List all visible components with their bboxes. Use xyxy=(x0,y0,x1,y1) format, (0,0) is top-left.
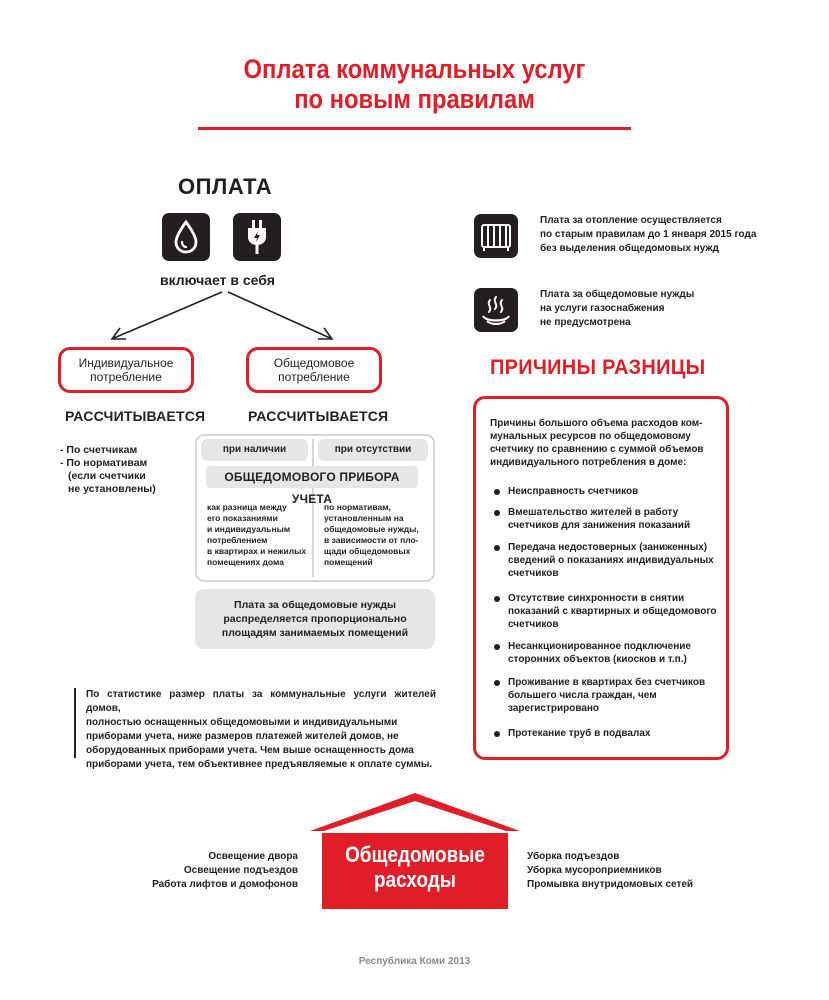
reason-line: сведений о показаниях индивидуальных xyxy=(508,555,714,566)
common-label-line-2: потребление xyxy=(278,370,350,384)
reason-line: счетчиков xyxy=(508,568,559,579)
gas-note-line: на услуги газоснабжения xyxy=(540,303,665,314)
with-desc-line: его показаниями xyxy=(207,513,278,523)
reason-line: Проживание в квартирах без счетчиков xyxy=(508,677,706,688)
individual-label-line-2: потребление xyxy=(90,370,162,384)
statistics-line: оборудованных приборами учета. Чем выше оснащенность дома xyxy=(86,745,414,756)
reasons-intro-line: счетчику по сравнению с суммой объемов xyxy=(490,444,704,455)
page-title-line-2: по новым правилам xyxy=(294,84,535,114)
reason-item xyxy=(494,541,719,580)
gas-note xyxy=(540,288,694,330)
reason-line: Неисправность счетчиков xyxy=(508,486,639,497)
reason-line: большего числа граждан, чем xyxy=(508,690,657,701)
without-desc-line: общедомовые нужды, xyxy=(324,524,419,534)
house-left-items xyxy=(110,850,298,892)
power-plug-icon xyxy=(233,213,281,261)
reason-item xyxy=(494,506,719,532)
statistics-line: По статистике размер платы за коммунальные услуги жителей домов, xyxy=(86,689,436,714)
with-desc-line: в квартирах и нежилых xyxy=(207,546,307,556)
title-underline xyxy=(198,127,631,130)
reasons-intro-line: мунальных ресурсов по общедомовому xyxy=(490,431,691,442)
house-right-item: Уборка подъездов xyxy=(527,851,620,862)
heating-note-line: по старым правилам до 1 января 2015 года xyxy=(540,229,757,240)
individual-methods xyxy=(60,444,156,496)
reason-line: Протекание труб в подвалах xyxy=(508,728,651,739)
without-desc-line: помещений xyxy=(324,557,373,567)
radiator-icon xyxy=(474,214,518,258)
heating-note xyxy=(540,214,756,256)
reason-item xyxy=(494,727,719,740)
with-desc-line: и индивидуальным xyxy=(207,524,291,534)
gas-note-line: не предусмотрена xyxy=(540,317,631,328)
statistics-line: приборами учета, тем объективнее предъявляемые к оплате суммы. xyxy=(86,759,433,770)
footer-credit: Республика Коми 2013 xyxy=(358,956,471,967)
house-right-items xyxy=(527,850,693,892)
without-desc-line: щади общедомовых xyxy=(324,546,411,556)
individual-method-norms: - По нормативам xyxy=(60,457,148,469)
individual-calc-label: РАССЧИТЫВАЕТСЯ xyxy=(65,408,206,424)
with-desc-line: помещениях дома xyxy=(207,557,284,567)
reasons-heading: ПРИЧИНЫ РАЗНИЦЫ xyxy=(490,356,706,379)
includes-label: включает в себя xyxy=(160,272,275,288)
split-arrows xyxy=(100,288,350,348)
reason-item xyxy=(494,676,719,715)
common-calc-label: РАССЧИТЫВАЕТСЯ xyxy=(248,408,389,424)
house-left-item: Работа лифтов и домофонов xyxy=(152,879,298,890)
reasons-intro-line: Причины большого объема расходов ком- xyxy=(490,418,703,429)
gas-note-line: Плата за общедомовые нужды xyxy=(540,289,695,300)
gas-flame-icon xyxy=(474,288,518,332)
reason-line: сторонних объектов (киосков и т.п.) xyxy=(508,654,687,665)
distribution-line: площадям занимаемых помещений xyxy=(221,627,409,639)
individual-label-line-1: Индивидуальное xyxy=(78,356,174,370)
with-desc-line: потреблением xyxy=(207,535,268,545)
house-right-item: Промывка внутридомовых сетей xyxy=(527,879,694,890)
reason-line: счетчиков xyxy=(508,619,559,630)
distribution-line: распределяется пропорционально xyxy=(223,613,407,625)
distribution-note xyxy=(195,589,435,649)
house-roof-icon xyxy=(306,791,524,836)
statistics-line: полностью оснащенных общедомовыми и индивидуальными xyxy=(86,717,398,728)
reason-item xyxy=(494,485,719,498)
water-drop-icon xyxy=(162,213,210,261)
house-left-item: Освещение двора xyxy=(208,851,298,862)
reasons-intro-line: индивидуального потребления в доме: xyxy=(490,457,687,468)
reason-item xyxy=(494,640,719,666)
without-device-description xyxy=(324,502,430,568)
individual-method-meters: - По счетчикам xyxy=(60,444,138,456)
house-label xyxy=(335,842,495,892)
reasons-intro xyxy=(490,417,720,469)
common-consumption-badge xyxy=(246,347,382,393)
without-device-tag: при отсутствии xyxy=(318,439,428,461)
reasons-panel xyxy=(473,396,729,760)
house-left-item: Освещение подъездов xyxy=(183,865,298,876)
statistics-line: приборами учета, ниже размеров платежей жителей домов, не xyxy=(86,731,399,742)
reason-line: Несанкционированное подключение xyxy=(508,641,691,652)
reason-line: зарегистрировано xyxy=(508,703,600,714)
page-title-line-1: Оплата коммунальных услуг xyxy=(243,54,586,84)
individual-method-note-2: не установлены) xyxy=(68,483,156,495)
house-label-line-1: Общедомовые xyxy=(345,842,485,867)
reason-item xyxy=(494,592,719,631)
reason-line: счетчиков для занижения показаний xyxy=(508,520,691,531)
with-desc-line: как разница между xyxy=(207,502,287,512)
reason-line: Передача недостоверных (заниженных) xyxy=(508,542,708,553)
statistics-note xyxy=(86,688,436,772)
distribution-line: Плата за общедомовые нужды xyxy=(234,599,396,611)
with-device-description xyxy=(207,502,311,568)
individual-method-note-1: (если счетчики xyxy=(68,470,146,482)
without-desc-line: в зависимости от пло- xyxy=(324,535,419,545)
heating-note-line: без выделения общедомовых нужд xyxy=(540,243,719,254)
reason-line: Отсутствие синхронности в снятии xyxy=(508,593,685,604)
with-device-tag: при наличии xyxy=(201,439,308,461)
house-label-line-2: расходы xyxy=(374,867,456,892)
reason-line: Вмешательство жителей в работу xyxy=(508,507,679,518)
house-right-item: Уборка мусороприемников xyxy=(527,865,662,876)
statistics-bar xyxy=(74,688,76,758)
reason-line: показаний с квартирных и общедомового xyxy=(508,606,717,617)
common-device-band: ОБЩЕДОМОВОГО ПРИБОРА УЧЕТА xyxy=(206,466,418,488)
individual-consumption-badge xyxy=(58,347,194,393)
heating-note-line: Плата за отопление осуществляется xyxy=(540,215,722,226)
without-desc-line: по нормативам, xyxy=(324,502,391,512)
without-desc-line: установленным на xyxy=(324,513,404,523)
common-label-line-1: Общедомовое xyxy=(273,356,355,370)
payment-heading: ОПЛАТА xyxy=(178,174,273,199)
